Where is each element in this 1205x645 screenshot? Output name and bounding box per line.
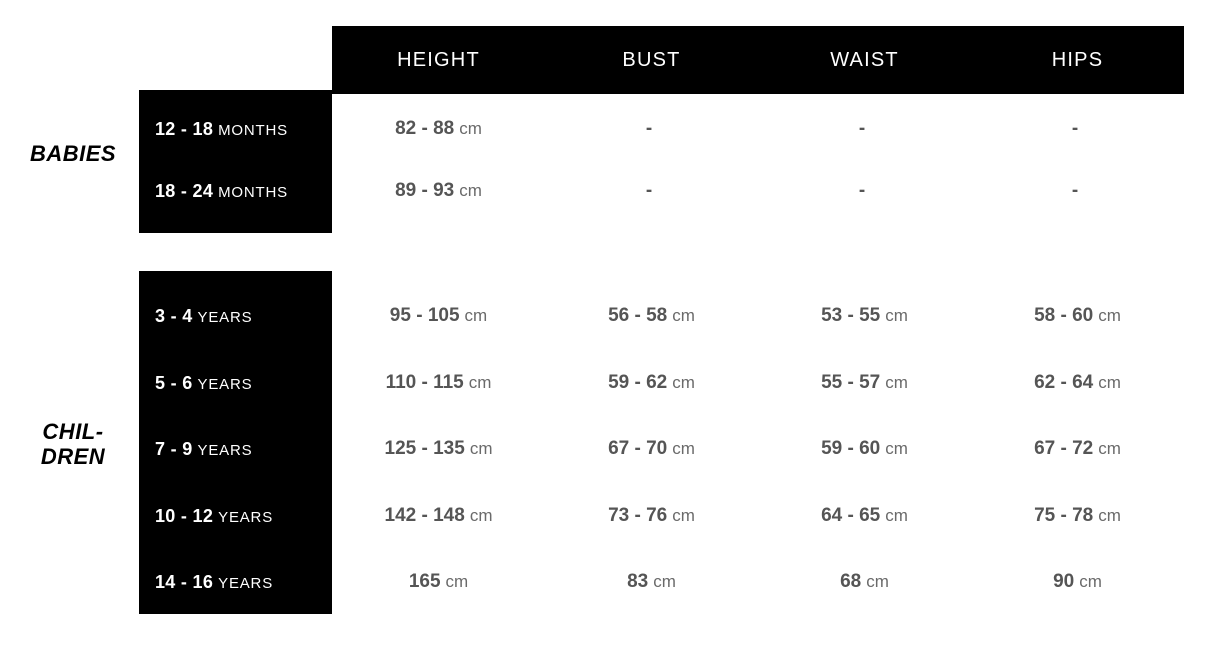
size-unit: YEARS [218,574,273,592]
column-header-hips: HIPS [1051,48,1104,71]
cell-waist-unit: cm [866,572,889,591]
cell-waist-unit: cm [885,306,908,325]
cell-height-unit: cm [469,439,493,458]
size-range: 18 - 24 [155,180,214,201]
cell-height-value: 165 [408,571,441,592]
cell-height-unit: cm [459,119,482,138]
cell-bust [545,571,758,593]
cell-height-value: 89 - 93 [395,180,455,201]
cell-waist [758,372,971,394]
group-label-children-line1: CHIL- [42,419,104,444]
table-row [139,167,1184,215]
cell-waist-unit: cm [885,506,908,525]
table-row [139,425,1184,473]
cell-bust-value: 67 - 70 [608,438,668,459]
size-unit: YEARS [197,441,253,459]
column-header-bust: BUST [622,48,681,71]
table-row [139,292,1184,340]
cell-bust-value: 73 - 76 [608,505,668,526]
cell-waist [758,571,971,593]
size-unit: MONTHS [218,183,288,201]
table-row [139,558,1184,606]
cell-bust-unit: cm [672,506,695,525]
cell-height [332,571,545,593]
cell-height-unit: cm [445,572,469,591]
size-label [139,306,332,327]
size-unit: MONTHS [218,121,288,139]
cell-waist-value: 55 - 57 [821,372,881,393]
group-label-children [8,420,138,469]
size-range: 5 - 6 [155,372,193,393]
size-range: 12 - 18 [155,118,214,139]
column-header-waist: WAIST [830,48,899,71]
group-label-children-line2: DREN [40,443,106,469]
cell-waist-value: 59 - 60 [821,438,881,459]
cell-height [332,438,545,460]
cell-hips-value: - [1071,180,1079,201]
size-label [139,119,332,140]
cell-hips-value: 75 - 78 [1034,505,1094,526]
cell-height [332,305,545,327]
size-unit: YEARS [197,308,253,326]
cell-hips [971,438,1184,460]
cell-bust-unit: cm [653,572,676,591]
cell-hips-value: 62 - 64 [1034,372,1094,393]
cell-height-value: 125 - 135 [384,438,465,459]
size-range: 10 - 12 [155,505,214,526]
cell-bust-value: - [645,118,653,139]
cell-bust [545,505,758,527]
cell-bust-unit: cm [672,373,695,392]
cell-hips-unit: cm [1098,373,1121,392]
cell-height-value: 142 - 148 [384,505,465,526]
size-label [139,181,332,202]
cell-height-value: 82 - 88 [395,118,455,139]
cell-height-unit: cm [469,506,493,525]
cell-waist-value: - [858,118,866,139]
cell-hips-value: 67 - 72 [1034,438,1094,459]
table-row [139,359,1184,407]
group-label-babies: BABIES [29,141,117,166]
cell-hips-value: 58 - 60 [1034,305,1094,326]
cell-waist-unit: cm [885,439,908,458]
cell-waist [758,505,971,527]
cell-bust-value: - [645,180,653,201]
size-label [139,506,332,527]
cell-height-unit: cm [468,373,492,392]
cell-hips [971,372,1184,394]
cell-bust-value: 59 - 62 [608,372,668,393]
table-row [139,492,1184,540]
cell-waist [758,118,971,140]
cell-height [332,118,545,140]
cell-height-unit: cm [464,306,488,325]
cell-hips-unit: cm [1098,506,1121,525]
size-label [139,373,332,394]
size-label [139,572,332,593]
cell-waist-value: - [858,180,866,201]
cell-height-unit: cm [459,181,482,200]
size-range: 3 - 4 [155,305,193,326]
cell-bust-value: 56 - 58 [608,305,668,326]
cell-bust [545,438,758,460]
size-unit: YEARS [218,508,273,526]
cell-waist-value: 53 - 55 [821,305,881,326]
cell-hips [971,305,1184,327]
cell-bust-value: 83 [627,571,649,592]
cell-height [332,505,545,527]
cell-height-value: 110 - 115 [385,372,464,393]
cell-bust [545,118,758,140]
cell-waist-unit: cm [885,373,908,392]
cell-height [332,180,545,202]
cell-waist [758,305,971,327]
cell-bust-unit: cm [672,439,695,458]
column-header-height: HEIGHT [397,48,480,71]
table-row [139,105,1184,153]
cell-bust-unit: cm [672,306,695,325]
cell-hips-value: 90 [1053,571,1075,592]
cell-bust [545,372,758,394]
cell-waist-value: 64 - 65 [821,505,881,526]
cell-bust [545,305,758,327]
size-range: 7 - 9 [155,438,193,459]
cell-hips-unit: cm [1098,306,1121,325]
cell-hips [971,505,1184,527]
cell-hips-value: - [1071,118,1079,139]
size-label [139,439,332,460]
cell-hips [971,118,1184,140]
cell-waist [758,438,971,460]
cell-hips-unit: cm [1098,439,1121,458]
cell-height [332,372,545,394]
table-header-band [332,26,1184,94]
cell-waist [758,180,971,202]
size-unit: YEARS [197,375,253,393]
size-range: 14 - 16 [155,571,214,592]
cell-bust [545,180,758,202]
cell-height-value: 95 - 105 [389,305,460,326]
cell-hips [971,571,1184,593]
cell-hips [971,180,1184,202]
cell-hips-unit: cm [1079,572,1102,591]
cell-waist-value: 68 [840,571,862,592]
